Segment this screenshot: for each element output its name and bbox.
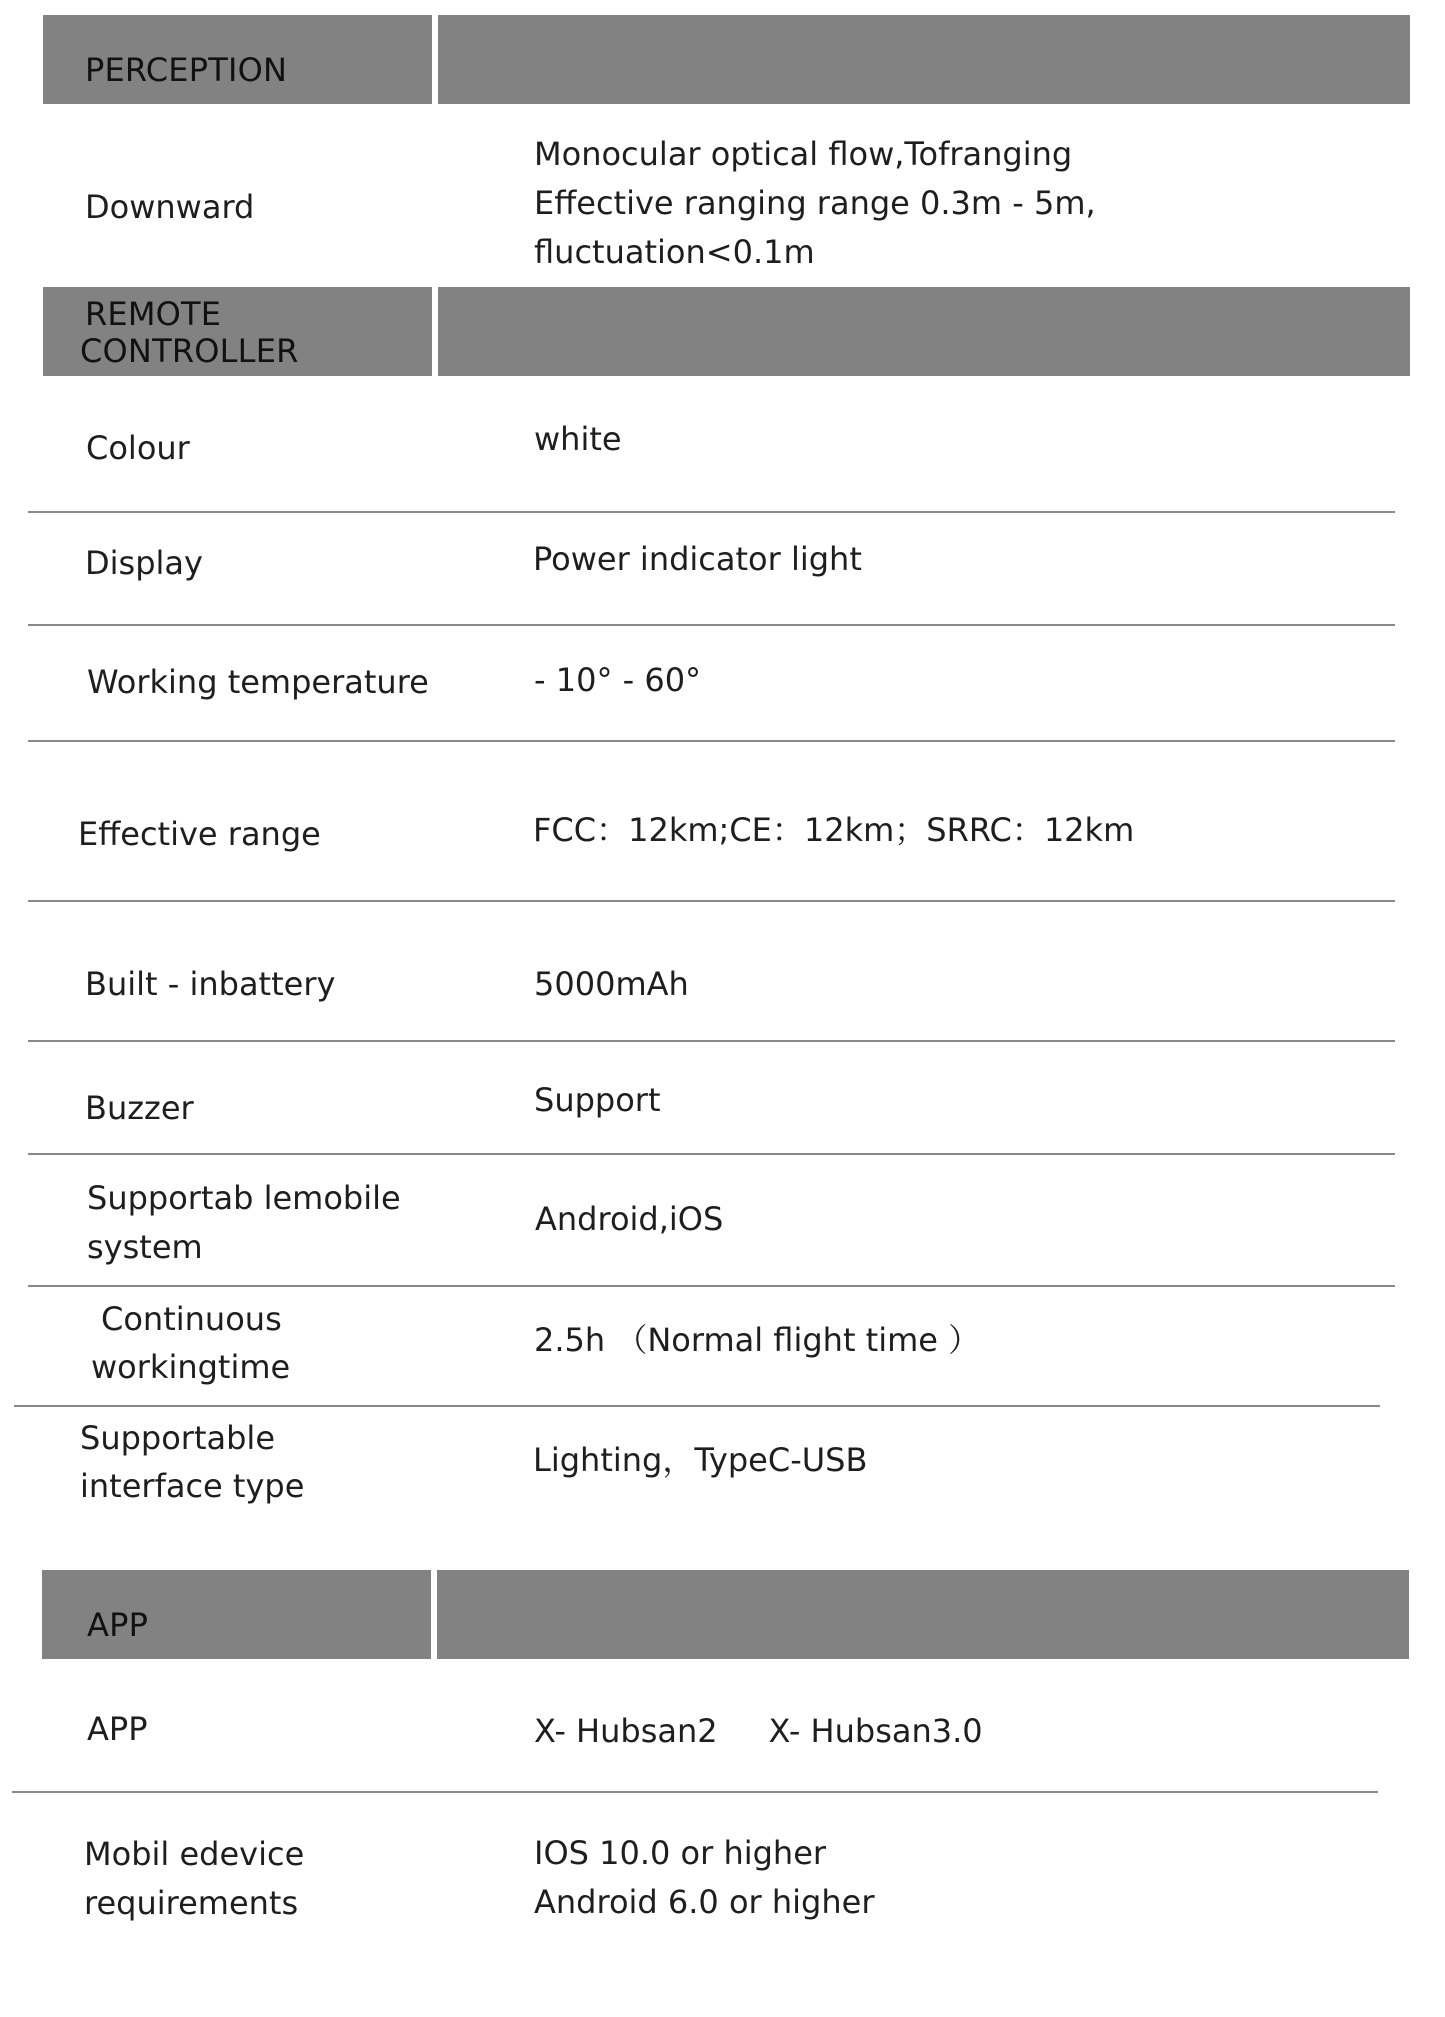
row-label-mobile-device-requirements-line1: Mobil edevice <box>84 1835 305 1873</box>
row-value-downward-line2: Effective ranging range 0.3m - 5m, <box>534 184 1096 222</box>
row-value-app: X- Hubsan2 X- Hubsan3.0 <box>534 1712 983 1750</box>
row-divider <box>28 1040 1395 1042</box>
row-divider <box>14 1405 1380 1407</box>
section-title-remote-line2: CONTROLLER <box>80 332 299 370</box>
row-label-supportable-mobile-system-line1: Supportab lemobile <box>87 1179 401 1217</box>
row-value-effective-range: FCC：12km;CE：12km；SRRC：12km <box>533 811 1135 849</box>
row-divider <box>28 511 1395 513</box>
row-value-mobile-device-requirements-line2: Android 6.0 or higher <box>534 1883 875 1921</box>
section-title-app: APP <box>87 1606 149 1644</box>
row-label-supportable-mobile-system-line2: system <box>87 1228 203 1266</box>
section-header-remote-right <box>438 287 1410 376</box>
row-value-continuous-working-time: 2.5h （Normal flight time ） <box>534 1321 981 1359</box>
row-value-built-in-battery: 5000mAh <box>534 965 689 1003</box>
row-label-app: APP <box>87 1710 148 1748</box>
row-value-colour: white <box>534 420 622 458</box>
row-label-colour: Colour <box>86 429 190 467</box>
row-label-effective-range: Effective range <box>78 815 321 853</box>
row-value-supportable-mobile-system: Android,iOS <box>535 1200 724 1238</box>
row-value-working-temperature: - 10° - 60° <box>534 661 702 699</box>
row-label-working-temperature: Working temperature <box>87 663 429 701</box>
row-divider <box>12 1791 1378 1793</box>
section-title-perception: PERCEPTION <box>85 51 288 89</box>
row-divider <box>28 900 1395 902</box>
row-value-buzzer: Support <box>534 1081 661 1119</box>
row-divider <box>28 740 1395 742</box>
row-divider <box>28 1285 1395 1287</box>
row-value-downward-line1: Monocular optical flow,Tofranging <box>534 135 1073 173</box>
row-divider <box>28 1153 1395 1155</box>
row-label-continuous-working-time-line2: workingtime <box>91 1348 291 1386</box>
row-value-downward-line3: fluctuation<0.1m <box>534 233 815 271</box>
row-label-supportable-interface-type-line2: interface type <box>80 1467 305 1505</box>
row-label-buzzer: Buzzer <box>85 1089 194 1127</box>
row-label-supportable-interface-type-line1: Supportable <box>80 1419 275 1457</box>
row-divider <box>28 624 1395 626</box>
section-header-perception-right <box>438 15 1410 104</box>
row-label-display: Display <box>85 544 203 582</box>
row-value-mobile-device-requirements-line1: IOS 10.0 or higher <box>534 1834 827 1872</box>
row-value-display: Power indicator light <box>533 540 862 578</box>
row-label-built-in-battery: Built - inbattery <box>85 965 336 1003</box>
row-value-supportable-interface-type: Lighting，TypeC-USB <box>533 1441 868 1479</box>
section-header-app-right <box>437 1570 1409 1659</box>
row-label-downward: Downward <box>85 188 255 226</box>
row-label-continuous-working-time-line1: Continuous <box>101 1300 282 1338</box>
row-label-mobile-device-requirements-line2: requirements <box>84 1884 299 1922</box>
section-title-remote-line1: REMOTE <box>85 295 222 333</box>
